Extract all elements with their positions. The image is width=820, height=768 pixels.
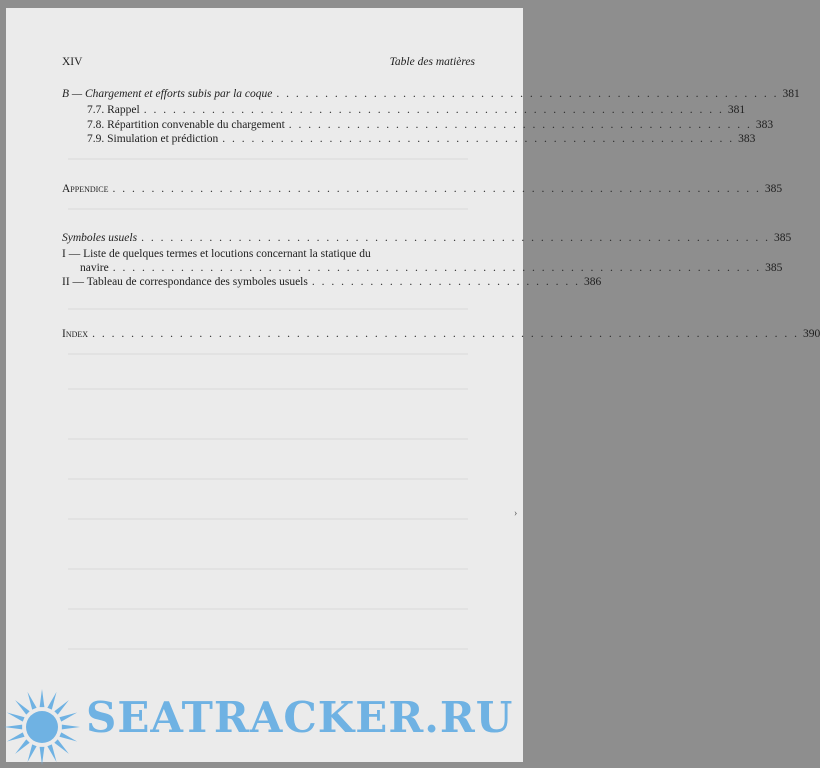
sun-ray: [59, 712, 77, 721]
sun-ray: [27, 692, 36, 710]
toc-page: 385: [773, 232, 792, 244]
sun-ray: [7, 712, 25, 721]
bleed-through: [68, 438, 468, 440]
sun-ray: [54, 700, 69, 715]
sun-ray: [27, 744, 36, 762]
sun-ray: [47, 692, 56, 710]
bleed-through: [68, 608, 468, 610]
leader-dots: . . . . . . . . . . . . . . . . . . . . . . . . . . . . . . . . . . . . . . . . . . . . . . . .: [288, 119, 752, 131]
sun-ray: [40, 747, 45, 765]
toc-page: 385: [765, 262, 783, 274]
bleed-through: [68, 208, 468, 210]
sun-ray: [7, 732, 25, 741]
toc-page: 390: [802, 328, 820, 340]
bleed-through: [68, 308, 468, 310]
leader-dots: . . . . . . . . . . . . . . . . . . . . . . . . . . . . . . . . . . . . . . . . . . . . . . . . . . . . . . . . . . . .: [143, 104, 724, 116]
book-page: [6, 8, 820, 762]
sun-ray: [62, 725, 80, 730]
bleed-through: [68, 353, 468, 355]
bleed-through: [68, 158, 468, 160]
toc-item-title: 7.9. Simulation et prédiction: [87, 133, 219, 145]
toc-appendice: [62, 183, 783, 198]
toc-index-title: Index: [62, 328, 89, 340]
toc-symboles-title: Symboles usuels: [62, 232, 138, 244]
sun-ray: [40, 689, 45, 707]
leader-dots: . . . . . . . . . . . . . . . . . . . . . . . . . . . . . . . . . . . . . . . . . . . . . . . . . . . .: [276, 88, 779, 100]
bleed-through: [68, 478, 468, 480]
leader-dots: . . . . . . . . . . . . . . . . . . . . . . . . . . . . . . . . . . . . . . . . . . . . . . . . . . . . . . . . . . . . . . . . . . .: [112, 262, 762, 274]
toc-list-ii: [62, 276, 602, 291]
leader-dots: . . . . . . . . . . . . . . . . . . . . . . . . . . . . . . . . . . . . . . . . . . . . . . . . . . . . . . . . . . . . . . . . . . . . . . . . .: [92, 328, 799, 340]
watermark-text: SEATRACKER.RU: [86, 693, 514, 742]
toc-item: [87, 119, 774, 134]
toc-list-i-title: I — Liste de quelques termes et locutions concernant la statique du: [62, 248, 371, 260]
toc-section-b-title: B — Chargement et efforts subis par la coque: [62, 88, 273, 100]
margin-mark: ›: [514, 508, 518, 519]
toc-page: 381: [782, 88, 800, 100]
page-number: XIV: [62, 56, 83, 68]
toc-page: 385: [764, 183, 783, 195]
toc-page: 381: [727, 104, 746, 116]
leader-dots: . . . . . . . . . . . . . . . . . . . . . . . . . . . .: [311, 276, 580, 288]
bleed-through: [68, 568, 468, 570]
leader-dots: . . . . . . . . . . . . . . . . . . . . . . . . . . . . . . . . . . . . . . . . . . . . . . . . . . . . .: [222, 133, 735, 145]
toc-list-i-line2: [80, 262, 783, 277]
sun-ray: [59, 732, 77, 741]
toc-index: [62, 328, 820, 343]
running-title: Table des matières: [389, 56, 475, 68]
sun-ray: [15, 739, 30, 754]
leader-dots: . . . . . . . . . . . . . . . . . . . . . . . . . . . . . . . . . . . . . . . . . . . . . . . . . . . . . . . . . . . . . . . . .: [141, 232, 770, 244]
toc-section-b: [62, 88, 800, 103]
toc-symboles: [62, 232, 792, 247]
sun-ray: [54, 739, 69, 754]
toc-list-i-title-cont: navire: [80, 262, 109, 274]
bleed-through: [68, 518, 468, 520]
toc-page: 383: [755, 119, 774, 131]
toc-item: [87, 104, 746, 119]
toc-item: [87, 133, 756, 148]
toc-list-ii-title: II — Tableau de correspondance des symboles usuels: [62, 276, 308, 288]
toc-item-title: 7.8. Répartition convenable du chargement: [87, 119, 285, 131]
bleed-through: [68, 388, 468, 390]
toc-appendice-title: Appendice: [62, 183, 109, 195]
sun-ray: [47, 744, 56, 762]
toc-list-i-line1: [62, 248, 468, 263]
bleed-through: [68, 648, 468, 650]
sun-ray: [4, 725, 22, 730]
toc-item-title: 7.7. Rappel: [87, 104, 140, 116]
sun-ray: [15, 700, 30, 715]
toc-page: 383: [738, 133, 756, 145]
toc-page: 386: [583, 276, 602, 288]
sun-logo-icon: [0, 686, 84, 768]
leader-dots: . . . . . . . . . . . . . . . . . . . . . . . . . . . . . . . . . . . . . . . . . . . . . . . . . . . . . . . . . . . . . . . . . . .: [112, 183, 761, 195]
